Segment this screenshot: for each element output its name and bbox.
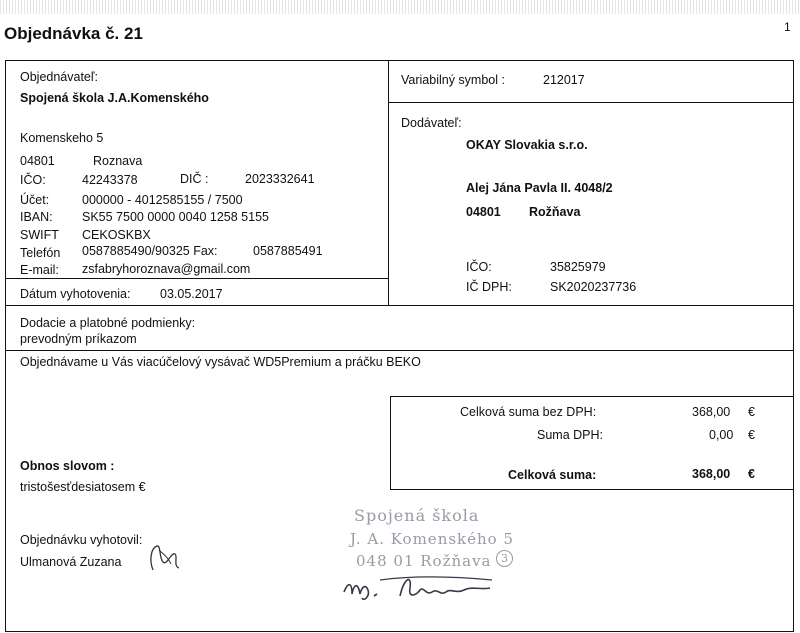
- created-by-label: Objednávku vyhotovil:: [20, 533, 143, 547]
- divider-date-top: [5, 278, 388, 279]
- grand-total-value: 368,00: [692, 467, 731, 481]
- orderer-city: Roznava: [93, 154, 143, 168]
- created-by-name: Ulmanová Zuzana: [20, 555, 122, 569]
- supplier-zip: 04801: [466, 205, 501, 219]
- orderer-label: Objednávateľ:: [20, 70, 99, 84]
- in-words-label: Obnos slovom :: [20, 459, 115, 473]
- stamp-line-3: 048 01 Rožňava: [356, 552, 492, 570]
- vat-currency: €: [748, 428, 755, 442]
- variable-symbol-label: Variabilný symbol :: [401, 73, 505, 87]
- net-total-label: Celková suma bez DPH:: [460, 405, 597, 419]
- divider-terms-top: [5, 305, 794, 306]
- supplier-ico-label: IČO:: [466, 260, 492, 274]
- orderer-zip: 04801: [20, 154, 55, 168]
- initials-signature: [145, 540, 185, 576]
- divider-order-top: [5, 350, 794, 351]
- orderer-swift: CEKOSKBX: [82, 228, 151, 242]
- terms-label: Dodacie a platobné podmienky:: [20, 316, 196, 330]
- variable-symbol-value: 212017: [543, 73, 585, 87]
- grand-total-currency: €: [748, 467, 755, 481]
- issue-date-label: Dátum vyhotovenia:: [20, 287, 131, 301]
- supplier-icdph-label: IČ DPH:: [466, 280, 512, 294]
- stamp-line-1: Spojená škola: [354, 506, 480, 525]
- supplier-icdph: SK2020237736: [550, 280, 637, 294]
- stamp-line-2: J. A. Komenského 5: [350, 530, 515, 548]
- page-title: Objednávka č. 21: [4, 24, 143, 43]
- orderer-swift-label: SWIFT: [20, 228, 59, 242]
- page-number: 1: [784, 20, 791, 34]
- supplier-name: OKAY Slovakia s.r.o.: [466, 138, 588, 152]
- orderer-street: Komenskeho 5: [20, 131, 104, 145]
- supplier-street: Alej Jána Pavla II. 4048/2: [466, 181, 613, 195]
- stamp-number: 3: [496, 550, 513, 567]
- supplier-label: Dodávateľ:: [401, 116, 462, 130]
- supplier-ico: 35825979: [550, 260, 606, 274]
- orderer-email: zsfabryhoroznava@gmail.com: [82, 262, 251, 276]
- orderer-email-label: E-mail:: [20, 263, 59, 277]
- director-signature: [340, 568, 500, 608]
- orderer-account-label: Účet:: [20, 193, 50, 207]
- orderer-phone: 0587885490/90325 Fax:: [82, 244, 218, 258]
- orderer-ico-label: IČO:: [20, 173, 46, 187]
- orderer-phone-label: Telefón: [20, 246, 61, 260]
- vat-label: Suma DPH:: [537, 428, 603, 442]
- supplier-city: Rožňava: [529, 205, 581, 219]
- orderer-iban-label: IBAN:: [20, 210, 53, 224]
- orderer-dic: 2023332641: [245, 172, 315, 186]
- orderer-name: Spojená škola J.A.Komenského: [20, 91, 209, 105]
- column-divider: [388, 60, 389, 305]
- issue-date-value: 03.05.2017: [160, 287, 223, 301]
- grand-total-label: Celková suma:: [508, 468, 597, 482]
- vat-value: 0,00: [709, 428, 734, 442]
- orderer-account: 000000 - 4012585155 / 7500: [82, 193, 243, 207]
- terms-value: prevodným príkazom: [20, 332, 137, 346]
- order-text: Objednávame u Vás viacúčelový vysávač WD5Premium a práčku BEKO: [20, 355, 421, 369]
- divider-variable-symbol: [388, 102, 794, 103]
- net-total-value: 368,00: [692, 405, 731, 419]
- orderer-iban: SK55 7500 0000 0040 1258 5155: [82, 210, 269, 224]
- in-words-value: tristošesťdesiatosem €: [20, 480, 146, 494]
- orderer-dic-label: DIČ :: [180, 172, 209, 186]
- orderer-fax: 0587885491: [253, 244, 323, 258]
- orderer-ico: 42243378: [82, 173, 138, 187]
- scan-noise: [0, 0, 800, 14]
- net-total-currency: €: [748, 405, 755, 419]
